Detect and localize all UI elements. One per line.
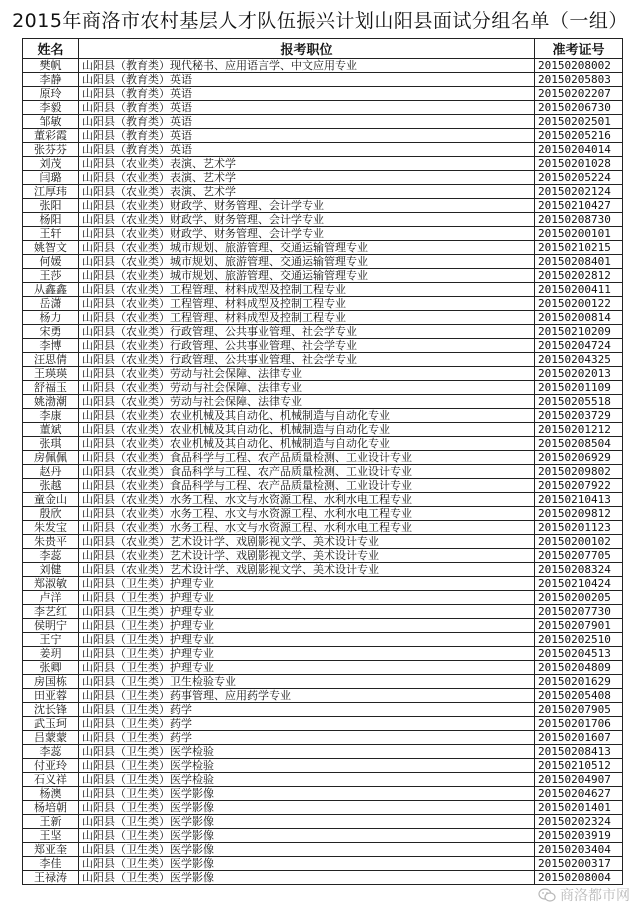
cell-id: 20150201629 bbox=[535, 675, 623, 689]
cell-id: 20150202501 bbox=[535, 115, 623, 129]
cell-id: 20150205803 bbox=[535, 73, 623, 87]
cell-position: 山阳县（农业类）农业机械及其自动化、机械制造与自动化专业 bbox=[79, 437, 535, 451]
table-row bbox=[23, 759, 623, 773]
table-row bbox=[23, 59, 623, 73]
cell-id: 20150205224 bbox=[535, 171, 623, 185]
table-row bbox=[23, 605, 623, 619]
table-row bbox=[23, 465, 623, 479]
cell-id: 20150210413 bbox=[535, 493, 623, 507]
cell-id: 20150208004 bbox=[535, 871, 623, 885]
cell-position: 山阳县（教育类）英语 bbox=[79, 73, 535, 87]
cell-name: 李博 bbox=[23, 339, 79, 353]
cell-name: 董斌 bbox=[23, 423, 79, 437]
table-row bbox=[23, 507, 623, 521]
cell-id: 20150202812 bbox=[535, 269, 623, 283]
table-row bbox=[23, 283, 623, 297]
table-row bbox=[23, 451, 623, 465]
table-row bbox=[23, 325, 623, 339]
page-title: 2015年商洛市农村基层人才队伍振兴计划山阳县面试分组名单（一组） bbox=[12, 10, 628, 32]
cell-position: 山阳县（卫生类）医学影像 bbox=[79, 787, 535, 801]
table-row bbox=[23, 843, 623, 857]
cell-id: 20150205518 bbox=[535, 395, 623, 409]
table-row bbox=[23, 241, 623, 255]
cell-position: 山阳县（卫生类）护理专业 bbox=[79, 577, 535, 591]
cell-position: 山阳县（农业类）食品科学与工程、农产品质量检测、工业设计专业 bbox=[79, 465, 535, 479]
cell-name: 吕蒙蒙 bbox=[23, 731, 79, 745]
cell-id: 20150207705 bbox=[535, 549, 623, 563]
cell-name: 张琪 bbox=[23, 437, 79, 451]
cell-id: 20150210424 bbox=[535, 577, 623, 591]
table-row bbox=[23, 479, 623, 493]
cell-position: 山阳县（卫生类）护理专业 bbox=[79, 647, 535, 661]
table-row bbox=[23, 423, 623, 437]
cell-position: 山阳县（农业类）劳动与社会保障、法律专业 bbox=[79, 367, 535, 381]
cell-position: 山阳县（农业类）食品科学与工程、农产品质量检测、工业设计专业 bbox=[79, 451, 535, 465]
table-row bbox=[23, 535, 623, 549]
cell-id: 20150201109 bbox=[535, 381, 623, 395]
cell-position: 山阳县（卫生类）药学 bbox=[79, 703, 535, 717]
cell-position: 山阳县（农业类）行政管理、公共事业管理、社会学专业 bbox=[79, 353, 535, 367]
cell-position: 山阳县（卫生类）护理专业 bbox=[79, 591, 535, 605]
table-row bbox=[23, 787, 623, 801]
cell-position: 山阳县（卫生类）护理专业 bbox=[79, 605, 535, 619]
table-row bbox=[23, 395, 623, 409]
cell-position: 山阳县（农业类）艺术设计学、戏剧影视文学、美术设计专业 bbox=[79, 563, 535, 577]
cell-id: 20150204325 bbox=[535, 353, 623, 367]
cell-id: 20150200102 bbox=[535, 535, 623, 549]
table-row bbox=[23, 633, 623, 647]
cell-position: 山阳县（农业类）城市规划、旅游管理、交通运输管理专业 bbox=[79, 255, 535, 269]
cell-position: 山阳县（农业类）农业机械及其自动化、机械制造与自动化专业 bbox=[79, 423, 535, 437]
table-row bbox=[23, 353, 623, 367]
cell-name: 张越 bbox=[23, 479, 79, 493]
table-row bbox=[23, 367, 623, 381]
table-row bbox=[23, 661, 623, 675]
cell-name: 田亚蓉 bbox=[23, 689, 79, 703]
cell-name: 卢洋 bbox=[23, 591, 79, 605]
cell-name: 姚渤潮 bbox=[23, 395, 79, 409]
cell-id: 20150207730 bbox=[535, 605, 623, 619]
cell-name: 姜玥 bbox=[23, 647, 79, 661]
cell-position: 山阳县（农业类）财政学、财务管理、会计学专业 bbox=[79, 213, 535, 227]
table-row bbox=[23, 157, 623, 171]
table-row bbox=[23, 675, 623, 689]
cell-position: 山阳县（农业类）行政管理、公共事业管理、社会学专业 bbox=[79, 325, 535, 339]
cell-name: 杨阳 bbox=[23, 213, 79, 227]
table-row bbox=[23, 297, 623, 311]
cell-position: 山阳县（卫生类）护理专业 bbox=[79, 633, 535, 647]
cell-id: 20150202207 bbox=[535, 87, 623, 101]
cell-position: 山阳县（农业类）表演、艺术学 bbox=[79, 171, 535, 185]
cell-position: 山阳县（卫生类）医学检验 bbox=[79, 759, 535, 773]
cell-id: 20150204724 bbox=[535, 339, 623, 353]
cell-name: 汪思倩 bbox=[23, 353, 79, 367]
cell-name: 李蕊 bbox=[23, 745, 79, 759]
cell-position: 山阳县（教育类）英语 bbox=[79, 115, 535, 129]
cell-position: 山阳县（卫生类）药学 bbox=[79, 731, 535, 745]
cell-id: 20150202510 bbox=[535, 633, 623, 647]
table-row bbox=[23, 619, 623, 633]
cell-position: 山阳县（卫生类）医学影像 bbox=[79, 829, 535, 843]
table-body bbox=[23, 59, 623, 885]
table-row bbox=[23, 381, 623, 395]
table-row bbox=[23, 269, 623, 283]
cell-name: 杨培朝 bbox=[23, 801, 79, 815]
cell-position: 山阳县（农业类）劳动与社会保障、法律专业 bbox=[79, 381, 535, 395]
table-row bbox=[23, 745, 623, 759]
cell-id: 20150204014 bbox=[535, 143, 623, 157]
table-row bbox=[23, 101, 623, 115]
cell-id: 20150207905 bbox=[535, 703, 623, 717]
cell-name: 宋勇 bbox=[23, 325, 79, 339]
cell-name: 李艺红 bbox=[23, 605, 79, 619]
cell-id: 20150201607 bbox=[535, 731, 623, 745]
cell-id: 20150205216 bbox=[535, 129, 623, 143]
cell-name: 闫璐 bbox=[23, 171, 79, 185]
cell-position: 山阳县（卫生类）药事管理、应用药学专业 bbox=[79, 689, 535, 703]
roster-table bbox=[22, 38, 623, 885]
cell-position: 山阳县（农业类）财政学、财务管理、会计学专业 bbox=[79, 199, 535, 213]
cell-position: 山阳县（教育类）英语 bbox=[79, 87, 535, 101]
table-row bbox=[23, 493, 623, 507]
cell-position: 山阳县（农业类）财政学、财务管理、会计学专业 bbox=[79, 227, 535, 241]
cell-name: 杨力 bbox=[23, 311, 79, 325]
cell-id: 20150208504 bbox=[535, 437, 623, 451]
cell-name: 侯明宁 bbox=[23, 619, 79, 633]
cell-name: 岳潇 bbox=[23, 297, 79, 311]
table-row bbox=[23, 647, 623, 661]
table-row bbox=[23, 521, 623, 535]
watermark-text: 商洛都市网 bbox=[560, 888, 630, 904]
watermark bbox=[538, 885, 630, 905]
cell-name: 郑淑敏 bbox=[23, 577, 79, 591]
cell-position: 山阳县（卫生类）医学影像 bbox=[79, 843, 535, 857]
cell-id: 20150209802 bbox=[535, 465, 623, 479]
cell-position: 山阳县（农业类）工程管理、材料成型及控制工程专业 bbox=[79, 283, 535, 297]
cell-name: 石义祥 bbox=[23, 773, 79, 787]
cell-position: 山阳县（教育类）现代秘书、应用语言学、中文应用专业 bbox=[79, 59, 535, 73]
cell-name: 张芬芬 bbox=[23, 143, 79, 157]
cell-id: 20150203729 bbox=[535, 409, 623, 423]
cell-id: 20150207922 bbox=[535, 479, 623, 493]
cell-id: 20150202124 bbox=[535, 185, 623, 199]
cell-name: 朱贵平 bbox=[23, 535, 79, 549]
cell-id: 20150200411 bbox=[535, 283, 623, 297]
table-row bbox=[23, 213, 623, 227]
cell-id: 20150204513 bbox=[535, 647, 623, 661]
cell-id: 20150210215 bbox=[535, 241, 623, 255]
cell-position: 山阳县（农业类）行政管理、公共事业管理、社会学专业 bbox=[79, 339, 535, 353]
cell-position: 山阳县（卫生类）护理专业 bbox=[79, 661, 535, 675]
cell-position: 山阳县（卫生类）医学检验 bbox=[79, 773, 535, 787]
cell-position: 山阳县（卫生类）卫生检验专业 bbox=[79, 675, 535, 689]
cell-position: 山阳县（教育类）英语 bbox=[79, 143, 535, 157]
cell-id: 20150206929 bbox=[535, 451, 623, 465]
table-row bbox=[23, 255, 623, 269]
cell-name: 刘茂 bbox=[23, 157, 79, 171]
cell-name: 董彩霞 bbox=[23, 129, 79, 143]
cell-id: 20150208730 bbox=[535, 213, 623, 227]
table-row bbox=[23, 591, 623, 605]
cell-id: 20150200317 bbox=[535, 857, 623, 871]
cell-position: 山阳县（卫生类）医学影像 bbox=[79, 801, 535, 815]
cell-id: 20150209812 bbox=[535, 507, 623, 521]
table-row bbox=[23, 437, 623, 451]
table-row bbox=[23, 731, 623, 745]
cell-position: 山阳县（农业类）工程管理、材料成型及控制工程专业 bbox=[79, 297, 535, 311]
cell-name: 樊帆 bbox=[23, 59, 79, 73]
cell-name: 从鑫鑫 bbox=[23, 283, 79, 297]
cell-position: 山阳县（农业类）表演、艺术学 bbox=[79, 157, 535, 171]
cell-name: 舒福玉 bbox=[23, 381, 79, 395]
table-row bbox=[23, 171, 623, 185]
cell-name: 房国栋 bbox=[23, 675, 79, 689]
cell-id: 20150204627 bbox=[535, 787, 623, 801]
table-row bbox=[23, 199, 623, 213]
cell-id: 20150200101 bbox=[535, 227, 623, 241]
cell-id: 20150201401 bbox=[535, 801, 623, 815]
table-row bbox=[23, 563, 623, 577]
cell-position: 山阳县（农业类）水务工程、水文与水资源工程、水利水电工程专业 bbox=[79, 493, 535, 507]
table-row bbox=[23, 143, 623, 157]
cell-name: 武玉珂 bbox=[23, 717, 79, 731]
cell-name: 童金山 bbox=[23, 493, 79, 507]
cell-name: 王轩 bbox=[23, 227, 79, 241]
cell-name: 王坚 bbox=[23, 829, 79, 843]
table-row bbox=[23, 801, 623, 815]
column-header-name: 姓名 bbox=[23, 39, 79, 59]
cell-position: 山阳县（农业类）城市规划、旅游管理、交通运输管理专业 bbox=[79, 241, 535, 255]
cell-name: 殷欣 bbox=[23, 507, 79, 521]
cell-name: 朱发宝 bbox=[23, 521, 79, 535]
cell-position: 山阳县（农业类）水务工程、水文与水资源工程、水利水电工程专业 bbox=[79, 521, 535, 535]
cell-id: 20150204907 bbox=[535, 773, 623, 787]
cell-name: 房佩佩 bbox=[23, 451, 79, 465]
cell-name: 刘健 bbox=[23, 563, 79, 577]
cell-id: 20150206730 bbox=[535, 101, 623, 115]
table-row bbox=[23, 773, 623, 787]
cell-name: 王新 bbox=[23, 815, 79, 829]
cell-position: 山阳县（农业类）劳动与社会保障、法律专业 bbox=[79, 395, 535, 409]
cell-position: 山阳县（农业类）工程管理、材料成型及控制工程专业 bbox=[79, 311, 535, 325]
cell-position: 山阳县（农业类）水务工程、水文与水资源工程、水利水电工程专业 bbox=[79, 507, 535, 521]
cell-id: 20150210427 bbox=[535, 199, 623, 213]
cell-name: 李蕊 bbox=[23, 549, 79, 563]
table-row bbox=[23, 577, 623, 591]
cell-name: 王禄涛 bbox=[23, 871, 79, 885]
table-row bbox=[23, 115, 623, 129]
cell-name: 李佳 bbox=[23, 857, 79, 871]
cell-position: 山阳县（农业类）农业机械及其自动化、机械制造与自动化专业 bbox=[79, 409, 535, 423]
cell-name: 邹敏 bbox=[23, 115, 79, 129]
table-row bbox=[23, 871, 623, 885]
table-row bbox=[23, 339, 623, 353]
table-row bbox=[23, 717, 623, 731]
cell-id: 20150207901 bbox=[535, 619, 623, 633]
cell-name: 李康 bbox=[23, 409, 79, 423]
cell-id: 20150205408 bbox=[535, 689, 623, 703]
cell-name: 付亚玲 bbox=[23, 759, 79, 773]
cell-name: 原玲 bbox=[23, 87, 79, 101]
cell-name: 沈长锋 bbox=[23, 703, 79, 717]
cell-id: 20150201212 bbox=[535, 423, 623, 437]
column-header-position: 报考职位 bbox=[79, 39, 535, 59]
cell-id: 20150208002 bbox=[535, 59, 623, 73]
cell-id: 20150208324 bbox=[535, 563, 623, 577]
table-row bbox=[23, 185, 623, 199]
cell-name: 赵丹 bbox=[23, 465, 79, 479]
table-row bbox=[23, 409, 623, 423]
cell-id: 20150208413 bbox=[535, 745, 623, 759]
cell-name: 王宁 bbox=[23, 633, 79, 647]
table-row bbox=[23, 703, 623, 717]
cell-name: 何媛 bbox=[23, 255, 79, 269]
cell-id: 20150200205 bbox=[535, 591, 623, 605]
cell-id: 20150210209 bbox=[535, 325, 623, 339]
wechat-icon bbox=[538, 888, 556, 902]
cell-position: 山阳县（农业类）城市规划、旅游管理、交通运输管理专业 bbox=[79, 269, 535, 283]
table-row bbox=[23, 829, 623, 843]
cell-name: 李毅 bbox=[23, 101, 79, 115]
cell-position: 山阳县（卫生类）护理专业 bbox=[79, 619, 535, 633]
cell-id: 20150202013 bbox=[535, 367, 623, 381]
table-row bbox=[23, 857, 623, 871]
cell-id: 20150200122 bbox=[535, 297, 623, 311]
table-row bbox=[23, 73, 623, 87]
cell-name: 江厚玮 bbox=[23, 185, 79, 199]
cell-name: 杨澳 bbox=[23, 787, 79, 801]
column-header-id: 准考证号 bbox=[535, 39, 623, 59]
cell-position: 山阳县（卫生类）医学影像 bbox=[79, 857, 535, 871]
cell-position: 山阳县（教育类）英语 bbox=[79, 129, 535, 143]
cell-name: 李静 bbox=[23, 73, 79, 87]
cell-position: 山阳县（农业类）艺术设计学、戏剧影视文学、美术设计专业 bbox=[79, 549, 535, 563]
cell-id: 20150202324 bbox=[535, 815, 623, 829]
cell-id: 20150201706 bbox=[535, 717, 623, 731]
cell-id: 20150201123 bbox=[535, 521, 623, 535]
cell-id: 20150201028 bbox=[535, 157, 623, 171]
cell-name: 王瑛瑛 bbox=[23, 367, 79, 381]
cell-position: 山阳县（农业类）艺术设计学、戏剧影视文学、美术设计专业 bbox=[79, 535, 535, 549]
table-row bbox=[23, 689, 623, 703]
table-row bbox=[23, 311, 623, 325]
cell-name: 张阳 bbox=[23, 199, 79, 213]
table-row bbox=[23, 227, 623, 241]
cell-id: 20150203919 bbox=[535, 829, 623, 843]
table-row bbox=[23, 129, 623, 143]
cell-id: 20150200814 bbox=[535, 311, 623, 325]
table-row bbox=[23, 815, 623, 829]
cell-id: 20150204809 bbox=[535, 661, 623, 675]
cell-name: 郑亚奎 bbox=[23, 843, 79, 857]
cell-position: 山阳县（农业类）食品科学与工程、农产品质量检测、工业设计专业 bbox=[79, 479, 535, 493]
cell-position: 山阳县（卫生类）药学 bbox=[79, 717, 535, 731]
cell-position: 山阳县（卫生类）医学影像 bbox=[79, 815, 535, 829]
cell-name: 张卿 bbox=[23, 661, 79, 675]
table-row bbox=[23, 87, 623, 101]
cell-position: 山阳县（教育类）英语 bbox=[79, 101, 535, 115]
cell-name: 王莎 bbox=[23, 269, 79, 283]
table-row bbox=[23, 549, 623, 563]
cell-position: 山阳县（农业类）表演、艺术学 bbox=[79, 185, 535, 199]
cell-name: 姚智文 bbox=[23, 241, 79, 255]
cell-id: 20150203404 bbox=[535, 843, 623, 857]
cell-id: 20150210512 bbox=[535, 759, 623, 773]
table-header-row bbox=[23, 39, 623, 59]
cell-id: 20150208401 bbox=[535, 255, 623, 269]
cell-position: 山阳县（卫生类）医学检验 bbox=[79, 745, 535, 759]
cell-position: 山阳县（卫生类）医学影像 bbox=[79, 871, 535, 885]
